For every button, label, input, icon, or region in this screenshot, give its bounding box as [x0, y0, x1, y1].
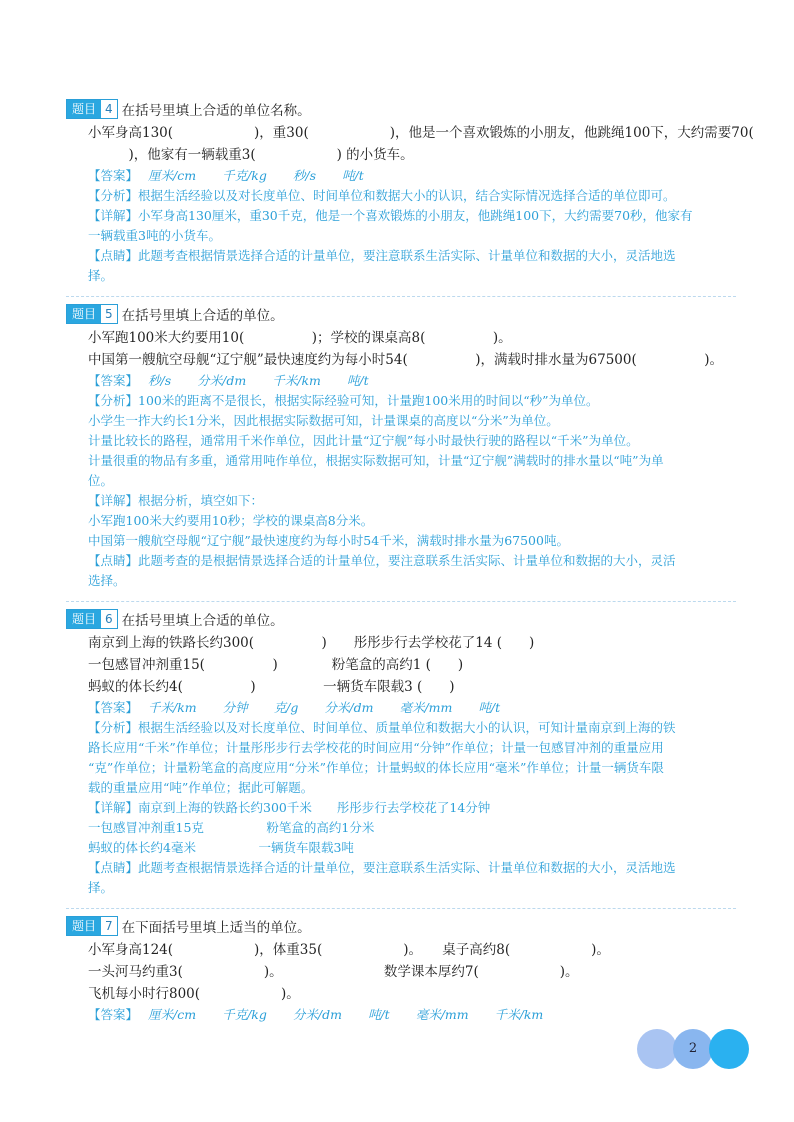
- explanation-line: 【点睛】此题考查根据情景选择合适的计量单位，要注意联系生活实际、计量单位和数据的大小，灵活地选: [88, 860, 676, 875]
- problem-instruction: 在下面括号里填上适当的单位。: [121, 920, 311, 936]
- explanation-line: 中国第一艘航空母舰“辽宁舰”最快速度约为每小时54千米，满载时排水量为67500吨。: [88, 533, 569, 548]
- problem-5: [66, 303, 736, 591]
- problem-tag-label: 题目: [67, 917, 101, 935]
- answer-line: [66, 166, 736, 186]
- answer-unit: 吨/t: [478, 700, 501, 715]
- explanation-line: 【分析】根据生活经验以及对长度单位、时间单位、质量单位和数据大小的认识，可知计量南京到上海的铁: [88, 720, 676, 735]
- explanation-line: 择。: [88, 880, 114, 895]
- problem-divider: [66, 601, 736, 602]
- problem-number: 7: [101, 917, 117, 935]
- explanation-line: 计量很重的物品有多重，通常用吨作单位，根据实际数据可知，计量“辽宁舰”满载时的排水量以“吨”为单: [88, 453, 664, 468]
- answer-unit: 毫米/mm: [415, 1007, 469, 1022]
- explanation-line: 选择。: [88, 573, 126, 588]
- answer-line: [66, 371, 736, 391]
- answer-unit: 吨/t: [342, 168, 364, 183]
- problem-instruction: 在括号里填上合适的单位。: [121, 613, 284, 629]
- problem-title-line: [66, 303, 736, 325]
- problem-7: [66, 915, 736, 1025]
- question-line: 中国第一艘航空母舰“辽宁舰”最快速度约为每小时54( )，满载时排水量为67500( )。: [88, 352, 723, 368]
- explanation-line: 计量比较长的路程，通常用千米作单位，因此计量“辽宁舰”每小时最快行驶的路程以“千米”为单位。: [88, 433, 639, 448]
- answer-unit: 秒/s: [292, 168, 317, 183]
- problem-number: 4: [101, 100, 117, 118]
- explanation-line: 蚂蚁的体长约4毫米 一辆货车限载3吨: [88, 840, 354, 855]
- problem-instruction: 在括号里填上合适的单位。: [121, 308, 284, 324]
- answer-unit: 吨/t: [346, 373, 369, 388]
- problem-6: [66, 608, 736, 898]
- explanation-line: 【点睛】此题考查根据情景选择合适的计量单位，要注意联系生活实际、计量单位和数据的大小，灵活地选: [88, 248, 676, 263]
- problem-number: 5: [101, 305, 117, 323]
- problem-tag-label: 题目: [67, 610, 101, 628]
- answer-unit: 千米/km: [148, 700, 197, 715]
- explanation-line: 一辆载重3吨的小货车。: [88, 228, 221, 243]
- answer-unit: 厘米/cm: [148, 168, 197, 183]
- problem-tag: [66, 304, 118, 324]
- problem-divider: [66, 908, 736, 909]
- problem-title-line: [66, 98, 736, 120]
- problem-tag: [66, 609, 118, 629]
- problem-title-line: [66, 608, 736, 630]
- question-line: 一头河马约重3( )。 数学课本厚约7( )。: [88, 964, 579, 980]
- question-line: 蚂蚁的体长约4( ) 一辆货车限载3 ( ): [88, 679, 455, 695]
- answer-unit: 分米/dm: [292, 1007, 342, 1022]
- problem-tag: [66, 99, 118, 119]
- explanation-line: 【分析】100米的距离不是很长，根据实际经验可知，计量跑100米用的时间以“秒”为单位。: [88, 393, 599, 408]
- problem-tag-label: 题目: [67, 305, 101, 323]
- question-line: 小军身高124( )，体重35( )。 桌子高约8( )。: [88, 942, 610, 958]
- answer-unit: 千米/km: [272, 373, 321, 388]
- question-line: )，他家有一辆载重3( ) 的小货车。: [88, 147, 414, 163]
- question-line: 一包感冒冲剂重15( ) 粉笔盒的高约1 ( ): [88, 657, 464, 673]
- page-content: [66, 98, 754, 1035]
- problem-number: 6: [101, 610, 117, 628]
- answer-unit: 分米/dm: [197, 373, 247, 388]
- problem-divider: [66, 296, 736, 297]
- answer-unit: 千克/kg: [222, 1007, 267, 1022]
- explanation-line: 一包感冒冲剂重15克 粉笔盒的高约1分米: [88, 820, 375, 835]
- answer-label: 【答案】: [88, 700, 139, 715]
- answer-line: [66, 1005, 736, 1025]
- problem-tag-label: 题目: [67, 100, 101, 118]
- answer-label: 【答案】: [88, 1007, 139, 1022]
- answer-unit: 分钟: [222, 700, 248, 715]
- answer-line: [66, 698, 736, 718]
- explanation-line: 小军跑100米大约要用10秒；学校的课桌高8分米。: [88, 513, 374, 528]
- explanation-line: 位。: [88, 473, 114, 488]
- explanation-line: 路长应用“千米”作单位；计量彤彤步行去学校花的时间应用“分钟”作单位；计量一包感冒冲剂的重量应用: [88, 740, 664, 755]
- answer-unit: 秒/s: [148, 373, 172, 388]
- explanation-line: 【分析】根据生活经验以及对长度单位、时间单位和数据大小的认识，结合实际情况选择合适的单位即可。: [88, 188, 676, 203]
- answer-unit: 千克/kg: [222, 168, 267, 183]
- answer-label: 【答案】: [88, 373, 139, 388]
- explanation-line: 【详解】南京到上海的铁路长约300千米 彤彤步行去学校花了14分钟: [88, 800, 491, 815]
- explanation-line: 择。: [88, 268, 114, 283]
- answer-unit: 吨/t: [367, 1007, 390, 1022]
- answer-unit: 厘米/cm: [148, 1007, 197, 1022]
- question-line: 小军身高130( )，重30( )，他是一个喜欢锻炼的小朋友，他跳绳100下，大约需要70(: [88, 125, 754, 141]
- answer-unit: 千米/km: [494, 1007, 544, 1022]
- answer-unit: 毫米/mm: [399, 700, 453, 715]
- explanation-line: 载的重量应用“吨”作单位；据此可解题。: [88, 780, 314, 795]
- answer-label: 【答案】: [88, 168, 139, 183]
- answer-unit: 分米/dm: [324, 700, 374, 715]
- problem-title-line: [66, 915, 736, 937]
- question-line: 飞机每小时行800( )。: [88, 986, 300, 1002]
- explanation-line: 小学生一拃大约长1分米，因此根据实际数据可知，计量课桌的高度以“分米”为单位。: [88, 413, 559, 428]
- answer-unit: 克/g: [273, 700, 299, 715]
- explanation-line: 【点睛】此题考查的是根据情景选择合适的计量单位，要注意联系生活实际、计量单位和数据的大小，灵活: [88, 553, 676, 568]
- question-line: 南京到上海的铁路长约300( ) 彤彤步行去学校花了14 ( ): [88, 635, 535, 651]
- page-number: 2: [688, 1041, 698, 1056]
- question-line: 小军跑100米大约要用10( )；学校的课桌高8( )。: [88, 330, 512, 346]
- problem-instruction: 在括号里填上合适的单位名称。: [121, 103, 311, 119]
- page-circle-right: [709, 1029, 749, 1069]
- page-circle-left: [637, 1029, 677, 1069]
- explanation-line: 【详解】小军身高130厘米，重30千克，他是一个喜欢锻炼的小朋友，他跳绳100下，大约需要70秒，他家有: [88, 208, 693, 223]
- explanation-line: “克”作单位；计量粉笔盒的高度应用“分米”作单位；计量蚂蚁的体长应用“毫米”作单位；计量一辆货车限: [88, 760, 664, 775]
- page-number-badge: [637, 1029, 751, 1069]
- explanation-line: 【详解】根据分析，填空如下：: [88, 493, 264, 508]
- problem-4: [66, 98, 754, 286]
- problem-tag: [66, 916, 118, 936]
